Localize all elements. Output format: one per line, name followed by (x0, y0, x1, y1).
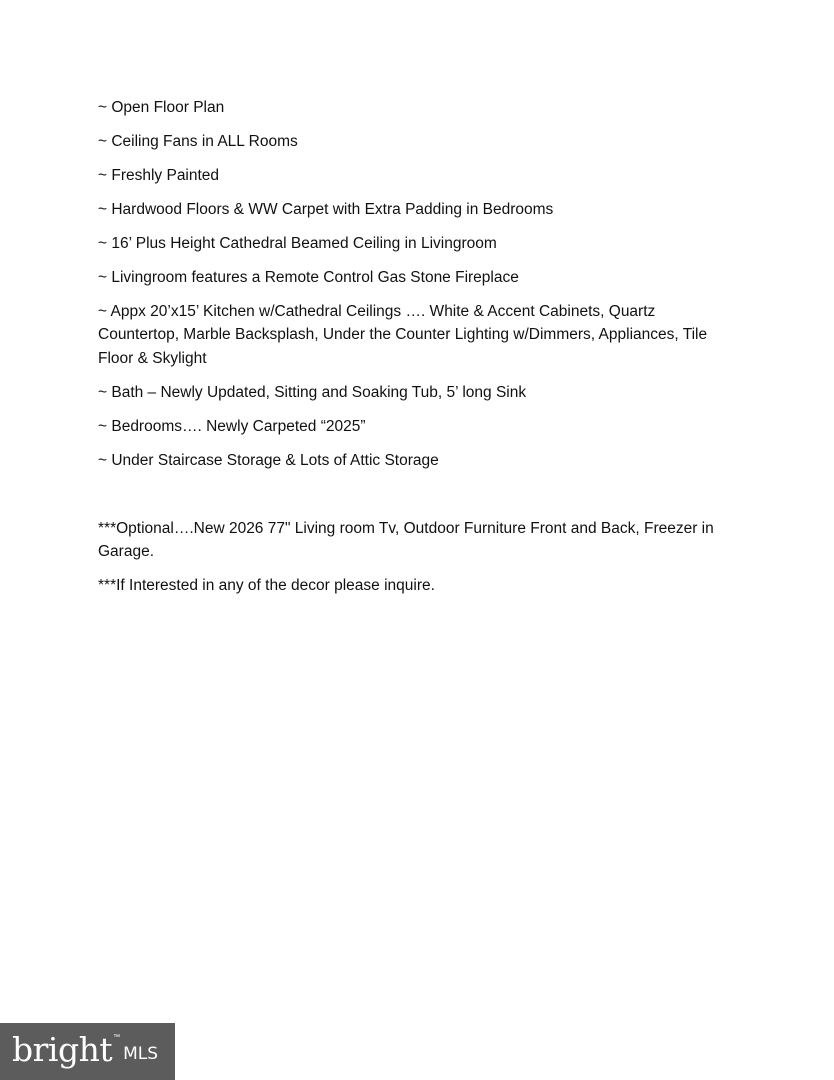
feature-freshly-painted: ~ Freshly Painted (98, 167, 220, 184)
watermark-suffix: MLS (123, 1043, 159, 1064)
decor-inquiry-note: ***If Interested in any of the decor please inquire. (98, 577, 435, 595)
bright-mls-watermark (0, 1023, 175, 1080)
watermark-brand: bright (12, 1030, 113, 1069)
feature-gas-fireplace: ~ Livingroom features a Remote Control Gas Stone Fireplace (98, 269, 519, 286)
feature-bath: ~ Bath – Newly Updated, Sitting and Soaking Tub, 5’ long Sink (98, 383, 527, 401)
feature-hardwood-floors: ~ Hardwood Floors & WW Carpet with Extra Padding in Bedrooms (98, 201, 554, 218)
feature-open-floor-plan: ~ Open Floor Plan (98, 99, 225, 116)
listing-document (98, 96, 738, 608)
feature-kitchen: ~ Appx 20’x15’ Kitchen w/Cathedral Ceilings …. White & Accent Cabinets, Quartz Countertop, Marble Backsplash, Under the Counter Lighting w/Dimmers, Appliances, Tile Floor & Skylight (98, 303, 708, 367)
optional-items-note: ***Optional….New 2026 77" Living room Tv, Outdoor Furniture Front and Back, Freezer in Garage. (98, 519, 714, 561)
feature-storage: ~ Under Staircase Storage & Lots of Attic Storage (98, 451, 439, 469)
watermark-trademark: ™ (113, 1034, 121, 1041)
section-spacer (98, 483, 738, 517)
feature-cathedral-ceiling: ~ 16’ Plus Height Cathedral Beamed Ceiling in Livingroom (98, 235, 497, 252)
feature-bedrooms: ~ Bedrooms…. Newly Carpeted “2025” (98, 417, 366, 435)
feature-ceiling-fans: ~ Ceiling Fans in ALL Rooms (98, 133, 298, 150)
